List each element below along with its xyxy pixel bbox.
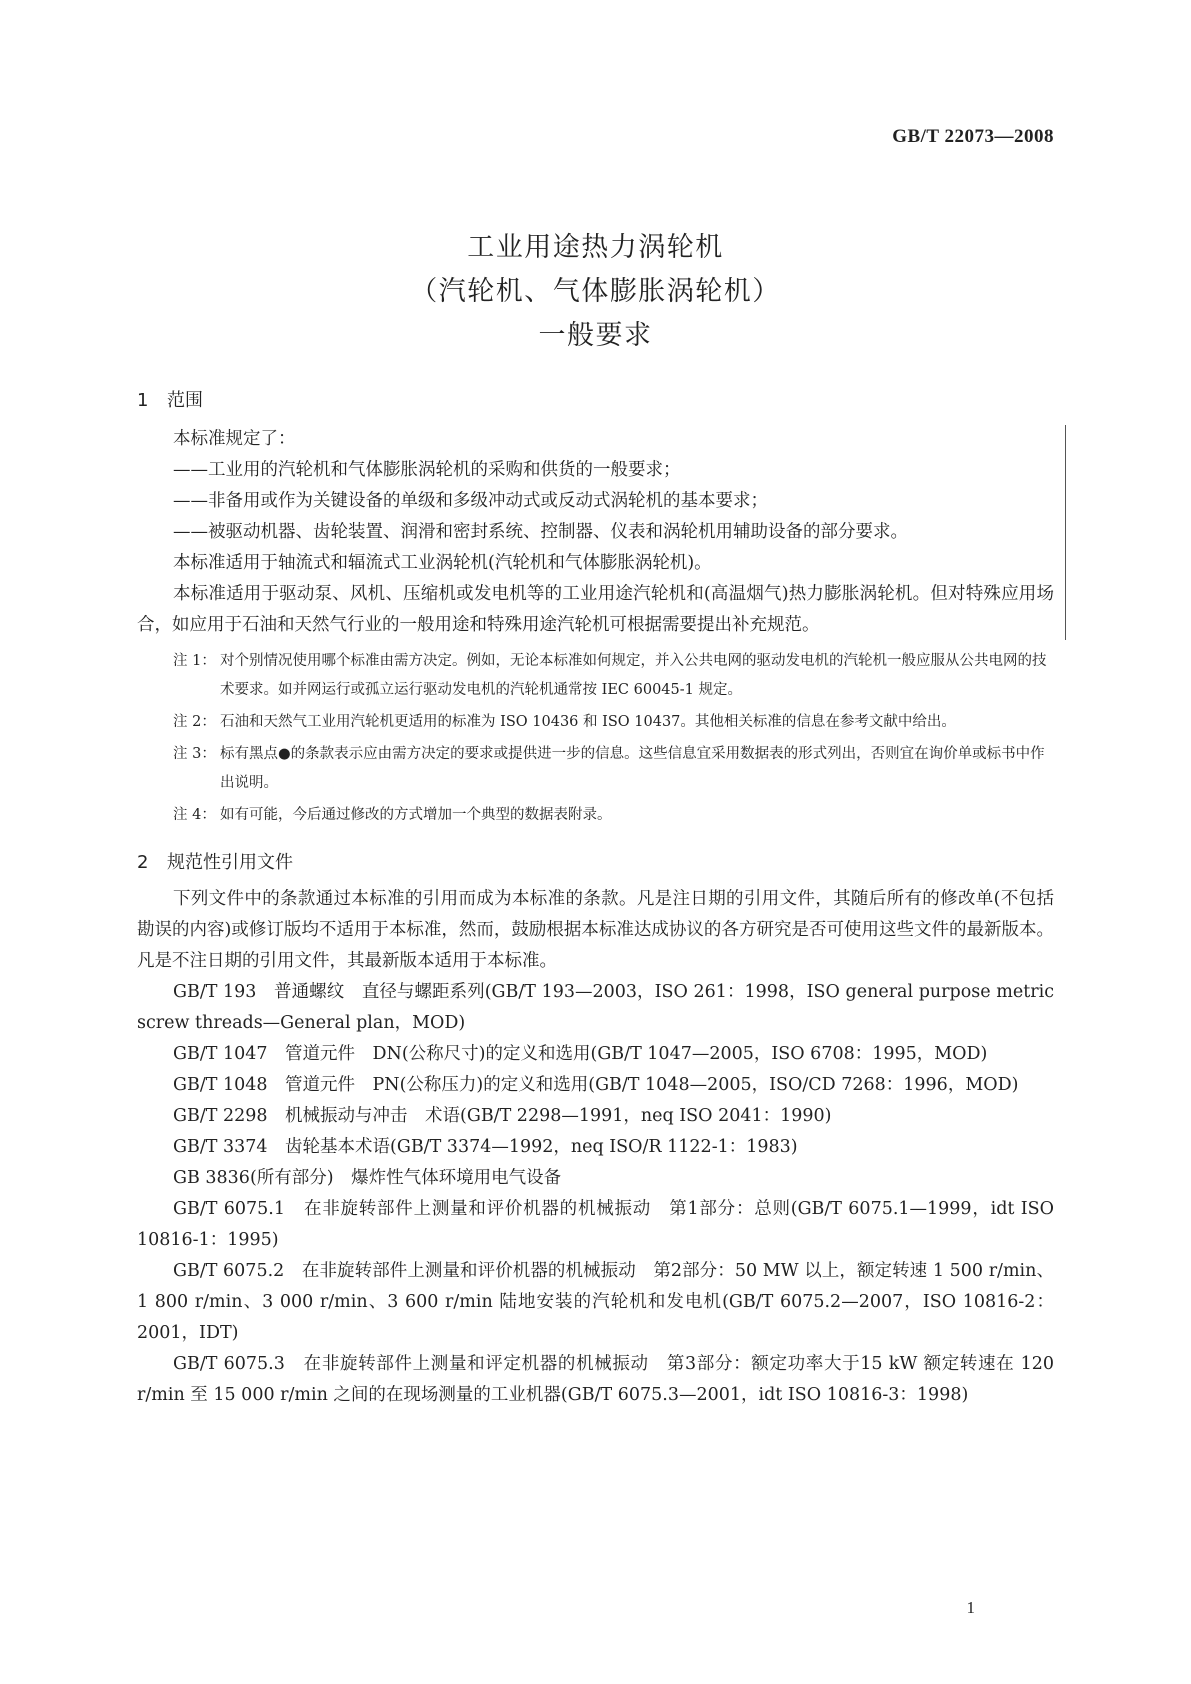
section-1-body — [137, 424, 1054, 833]
section-1-heading — [137, 386, 203, 412]
margin-change-bar — [1065, 425, 1066, 640]
reference-item: GB/T 2298 机械振动与冲击 术语(GB/T 2298—1991，neq ISO 2041：1990) — [173, 1106, 832, 1126]
section-1-title: 范围 — [167, 390, 203, 411]
note-label: 注 2： — [173, 714, 216, 730]
document-title — [0, 226, 1191, 358]
reference-item: GB/T 6075.2 在非旋转部件上测量和评价机器的机械振动 第2部分：50 MW 以上，额定转速 1 500 r/min、1 800 r/min、3 000 r/min、3 600 r/min 陆地安装的汽轮机和发电机(GB/T 6075.2—2007，ISO 10816-2：2001，IDT) — [137, 1261, 1054, 1343]
note-text: 石油和天然气工业用汽轮机更适用的标准为 ISO 10436 和 ISO 10437。其他相关标准的信息在参考文献中给出。 — [220, 714, 956, 730]
note-label: 注 1： — [173, 653, 216, 669]
section-2-number: 2 — [137, 852, 149, 873]
references-intro: 下列文件中的条款通过本标准的引用而成为本标准的条款。凡是注日期的引用文件，其随后所有的修改单(不包括勘误的内容)或修订版均不适用于本标准，然而，鼓励根据本标准达成协议的各方研究是否可使用这些文件的最新版本。凡是不注日期的引用文件，其最新版本适用于本标准。 — [137, 889, 1054, 971]
reference-item: GB/T 1047 管道元件 DN(公称尺寸)的定义和选用(GB/T 1047—2005，ISO 6708：1995，MOD) — [173, 1044, 988, 1064]
note — [137, 740, 1054, 798]
scope-paragraph: 本标准适用于轴流式和辐流式工业涡轮机(汽轮机和气体膨胀涡轮机)。 — [173, 553, 712, 573]
reference-item: GB/T 1048 管道元件 PN(公称压力)的定义和选用(GB/T 1048—2005，ISO/CD 7268：1996，MOD) — [173, 1075, 1019, 1095]
note-label: 注 4： — [173, 807, 216, 823]
title-line-2: （汽轮机、气体膨胀涡轮机） — [410, 276, 781, 307]
title-line-1: 工业用途热力涡轮机 — [467, 232, 724, 263]
note — [137, 801, 1054, 830]
note — [137, 647, 1054, 705]
scope-item: ——非备用或作为关键设备的单级和多级冲动式或反动式涡轮机的基本要求； — [173, 491, 768, 511]
section-2-title: 规范性引用文件 — [167, 852, 293, 873]
scope-intro: 本标准规定了： — [173, 429, 296, 449]
reference-item: GB/T 6075.1 在非旋转部件上测量和评价机器的机械振动 第1部分：总则(GB/T 6075.1—1999，idt ISO 10816-1：1995) — [137, 1199, 1054, 1250]
title-line-3: 一般要求 — [538, 320, 653, 351]
standard-code: GB/T 22073—2008 — [892, 126, 1054, 147]
scope-item: ——工业用的汽轮机和气体膨胀涡轮机的采购和供货的一般要求； — [173, 460, 681, 480]
note-label: 注 3： — [173, 746, 216, 762]
scope-paragraph: 本标准适用于驱动泵、风机、压缩机或发电机等的工业用途汽轮机和(高温烟气)热力膨胀涡轮机。但对特殊应用场合，如应用于石油和天然气行业的一般用途和特殊用途汽轮机可根据需要提出补充规范。 — [137, 584, 1054, 635]
section-1-number: 1 — [137, 390, 149, 411]
note-text: 如有可能，今后通过修改的方式增加一个典型的数据表附录。 — [220, 807, 612, 823]
reference-item: GB/T 193 普通螺纹 直径与螺距系列(GB/T 193—2003，ISO 261：1998，ISO general purpose metric screw threads—General plan，MOD) — [137, 982, 1054, 1033]
section-2-heading — [137, 848, 293, 874]
scope-item: ——被驱动机器、齿轮装置、润滑和密封系统、控制器、仪表和涡轮机用辅助设备的部分要求。 — [173, 522, 908, 542]
section-2-body — [137, 884, 1054, 1411]
reference-item: GB/T 3374 齿轮基本术语(GB/T 3374—1992，neq ISO/R 1122-1：1983) — [173, 1137, 798, 1157]
note-text: 标有黑点●的条款表示应由需方决定的要求或提供进一步的信息。这些信息宜采用数据表的形式列出，否则宜在询价单或标书中作出说明。 — [220, 746, 1045, 791]
reference-item: GB 3836(所有部分) 爆炸性气体环境用电气设备 — [173, 1168, 562, 1188]
note — [137, 708, 1054, 737]
reference-item: GB/T 6075.3 在非旋转部件上测量和评定机器的机械振动 第3部分：额定功率大于15 kW 额定转速在 120 r/min 至 15 000 r/min 之间的在现场测量的工业机器(GB/T 6075.3—2001，idt ISO 10816-3：1998) — [137, 1354, 1054, 1405]
page-number: 1 — [966, 1598, 975, 1617]
note-text: 对个别情况使用哪个标准由需方决定。例如，无论本标准如何规定，并入公共电网的驱动发电机的汽轮机一般应服从公共电网的技术要求。如并网运行或孤立运行驱动发电机的汽轮机通常按 IEC 60045-1 规定。 — [220, 653, 1047, 698]
